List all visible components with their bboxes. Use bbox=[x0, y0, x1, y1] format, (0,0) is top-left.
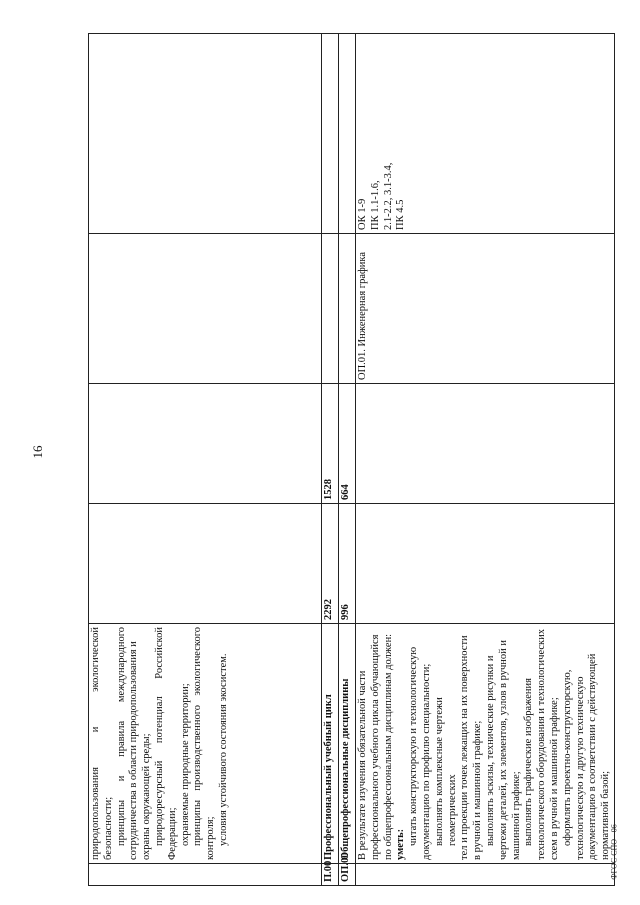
table-row-professional bbox=[322, 34, 339, 886]
intro-lines bbox=[90, 627, 231, 860]
max-load: 996 bbox=[339, 504, 356, 624]
aud-load: 664 bbox=[339, 384, 356, 504]
cell-intro-text bbox=[89, 624, 322, 864]
text-line: Федерации; bbox=[166, 807, 178, 860]
max-load: 2292 bbox=[322, 504, 339, 624]
competency-lines bbox=[357, 37, 408, 230]
text-line: природоресурсный потенциал Российской bbox=[153, 627, 165, 846]
table-row-general bbox=[339, 34, 356, 886]
competency-line: ПК 4.5 bbox=[395, 199, 407, 230]
table-row-intro bbox=[89, 34, 322, 886]
text-line: принципы производственного экологического bbox=[192, 627, 204, 846]
page-number: 16 bbox=[30, 445, 45, 459]
text-line: уметь: bbox=[395, 828, 407, 860]
cell-empty bbox=[356, 384, 615, 504]
text-line: нормативной базой; bbox=[600, 770, 612, 860]
text-line: машинной графике; bbox=[510, 771, 522, 860]
cell-skills-text bbox=[356, 624, 615, 864]
text-line: технологического оборудования и технологических bbox=[536, 629, 548, 860]
text-line: в ручной и машинной графике; bbox=[472, 720, 484, 860]
text-line: выполнять комплексные чертежи геометрических bbox=[433, 697, 458, 846]
cell-skills-code bbox=[356, 864, 615, 886]
table-row-skills bbox=[356, 34, 615, 886]
competency-line: 2.1-2.2, 3.1-3.4, bbox=[382, 162, 394, 230]
text-line: по общепрофессиональным дисциплинам должен: bbox=[382, 633, 394, 860]
text-line: схем в ручной и машинной графике; bbox=[548, 697, 560, 860]
competency-line: ОК 1-9 bbox=[357, 198, 368, 230]
text-line: выполнять эскизы, технические рисунки и bbox=[484, 655, 496, 846]
cell-empty bbox=[339, 34, 356, 234]
cell-empty bbox=[356, 504, 615, 624]
text-line: сотрудничества в области природопользования и bbox=[128, 641, 140, 860]
text-line: охраны окружающей среды; bbox=[141, 733, 153, 860]
footer-code: ФГОС СПО - 06 bbox=[609, 824, 619, 880]
aud-load: 1528 bbox=[322, 384, 339, 504]
text-line: В результате изучения обязательной части bbox=[357, 670, 368, 860]
row-code: ОП.00 bbox=[339, 864, 356, 886]
text-line: природопользования и экологической bbox=[90, 627, 101, 860]
text-line: технологическую и другую техническую bbox=[574, 676, 586, 860]
cell-empty bbox=[339, 234, 356, 384]
text-line: документацию по профилю специальности; bbox=[420, 663, 432, 860]
text-line: читать конструкторскую и технологическую bbox=[408, 646, 420, 846]
row-code: П.00 bbox=[322, 864, 339, 886]
text-line: выполнять графические изображения bbox=[523, 678, 535, 846]
text-line: охраняемые природные территории; bbox=[179, 683, 191, 846]
text-line: оформлять проектно-конструкторскую, bbox=[561, 669, 573, 846]
text-line: тел и проекции точек лежащих на их поверхности bbox=[459, 635, 471, 860]
curriculum-table bbox=[88, 33, 615, 886]
text-line: документацию в соответствии с действующей bbox=[587, 653, 599, 860]
text-line: контроля; bbox=[205, 816, 217, 860]
curriculum-table-rotated bbox=[88, 34, 612, 886]
competency-line: ПК 1.1-1.6, bbox=[369, 180, 381, 230]
cell-intro-code bbox=[89, 864, 322, 886]
cell-intro-comp bbox=[89, 34, 322, 234]
discipline-name: ОП.01. Инженерная графика bbox=[356, 234, 615, 384]
cell-empty bbox=[322, 34, 339, 234]
text-line: условия устойчивого состояния экосистем. bbox=[217, 653, 229, 846]
skills-lines bbox=[357, 627, 613, 860]
text-line: профессионального учебного цикла обучающийся bbox=[369, 634, 381, 860]
row-title: Профессиональный учебный цикл bbox=[322, 624, 339, 864]
cell-empty bbox=[322, 234, 339, 384]
text-line: принципы и правила международного bbox=[115, 627, 127, 846]
row-title: Общепрофессиональные дисциплины bbox=[339, 624, 356, 864]
cell-intro-max bbox=[89, 504, 322, 624]
cell-intro-aud bbox=[89, 384, 322, 504]
text-line: безопасности; bbox=[102, 796, 114, 860]
cell-intro-disc bbox=[89, 234, 322, 384]
text-line: чертежи деталей, их элементов, узлов в ручной и bbox=[497, 639, 509, 860]
competency-codes bbox=[356, 34, 615, 234]
